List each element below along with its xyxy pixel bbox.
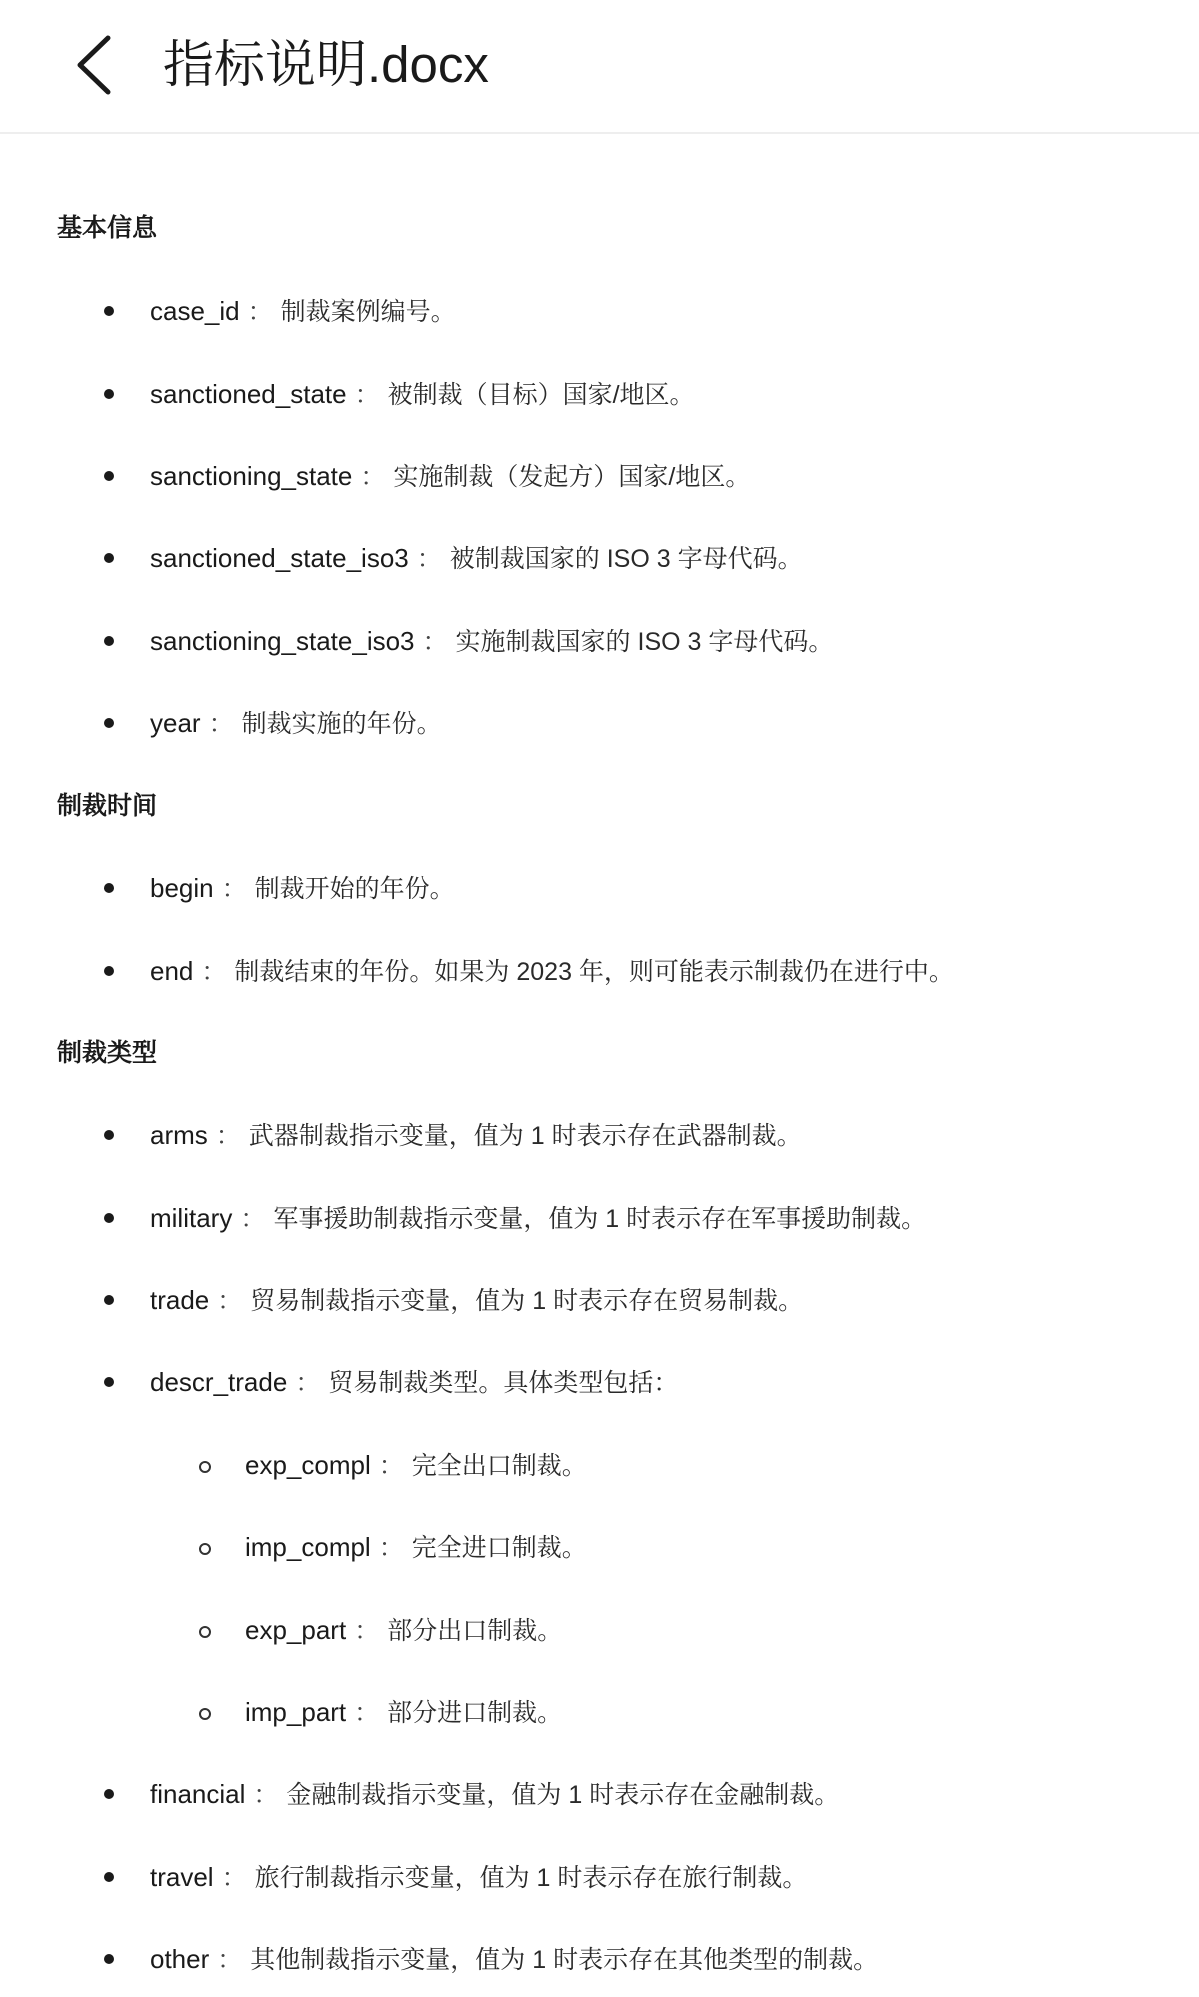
separator: ： xyxy=(295,1369,321,1397)
field-description: 其他制裁指示变量，值为 1 时表示存在其他类型的制裁。 xyxy=(250,1946,879,1974)
field-description: 实施制裁国家的 ISO 3 字母代码。 xyxy=(455,628,834,656)
field-description: 完全进口制裁。 xyxy=(411,1534,587,1562)
field-description: 军事援助制裁指示变量，值为 1 时表示存在军事援助制裁。 xyxy=(273,1205,927,1233)
separator: ： xyxy=(221,1864,247,1892)
circle-bullet-icon xyxy=(199,1626,211,1638)
separator: ： xyxy=(217,1946,243,1974)
field-description: 旅行制裁指示变量，值为 1 时表示存在旅行制裁。 xyxy=(254,1864,808,1892)
field-name: sanctioned_state_iso3 xyxy=(150,543,409,573)
bullet-icon xyxy=(104,718,114,728)
field-name: exp_compl xyxy=(245,1450,371,1480)
field-description: 制裁实施的年份。 xyxy=(241,710,442,738)
separator: ： xyxy=(378,1534,404,1562)
field-name: sanctioning_state xyxy=(150,461,353,491)
separator: ： xyxy=(240,1205,266,1233)
bullet-icon xyxy=(104,1377,114,1387)
field-name: case_id xyxy=(150,296,240,326)
field-name: financial xyxy=(150,1779,246,1809)
separator: ： xyxy=(354,381,380,409)
chevron-left-icon xyxy=(74,34,114,96)
bullet-icon xyxy=(104,1954,114,1964)
bullet-icon xyxy=(104,553,114,563)
field-name: imp_compl xyxy=(245,1532,371,1562)
field-description: 完全出口制裁。 xyxy=(411,1452,587,1480)
bullet-icon xyxy=(104,1213,114,1223)
field-name: imp_part xyxy=(245,1697,347,1727)
separator: ： xyxy=(422,628,448,656)
bullet-icon xyxy=(104,471,114,481)
field-name: descr_trade xyxy=(150,1367,288,1397)
section-heading-sanction-type: 制裁类型 xyxy=(57,1039,158,1067)
app-header xyxy=(0,0,1199,134)
bullet-icon xyxy=(104,1295,114,1305)
field-description: 制裁结束的年份。如果为 2023 年，则可能表示制裁仍在进行中。 xyxy=(234,958,954,986)
field-description: 部分出口制裁。 xyxy=(387,1617,563,1645)
separator: ： xyxy=(253,1781,279,1809)
field-description: 被制裁（目标）国家/地区。 xyxy=(387,381,695,409)
field-description: 制裁案例编号。 xyxy=(280,298,456,326)
field-description: 部分进口制裁。 xyxy=(387,1699,563,1727)
field-name: travel xyxy=(150,1862,214,1892)
separator: ： xyxy=(360,463,386,491)
field-description: 金融制裁指示变量，值为 1 时表示存在金融制裁。 xyxy=(286,1781,840,1809)
field-name: other xyxy=(150,1944,210,1974)
field-description: 实施制裁（发起方）国家/地区。 xyxy=(393,463,751,491)
bullet-icon xyxy=(104,1789,114,1799)
section-heading-sanction-time: 制裁时间 xyxy=(57,792,158,820)
separator: ： xyxy=(201,958,227,986)
document-title: 指标说明.docx xyxy=(163,36,489,93)
separator: ： xyxy=(247,298,273,326)
field-name: trade xyxy=(150,1285,210,1315)
field-description: 制裁开始的年份。 xyxy=(254,875,455,903)
document-body xyxy=(0,134,1199,1997)
separator: ： xyxy=(208,710,234,738)
circle-bullet-icon xyxy=(199,1708,211,1720)
field-name: end xyxy=(150,956,194,986)
separator: ： xyxy=(215,1122,241,1150)
bullet-icon xyxy=(104,883,114,893)
bullet-icon xyxy=(104,966,114,976)
field-name: arms xyxy=(150,1120,208,1150)
circle-bullet-icon xyxy=(199,1461,211,1473)
field-description: 贸易制裁类型。具体类型包括： xyxy=(328,1369,679,1397)
separator: ： xyxy=(416,545,442,573)
bullet-icon xyxy=(104,636,114,646)
bullet-icon xyxy=(104,1872,114,1882)
field-name: sanctioning_state_iso3 xyxy=(150,626,415,656)
section-heading-basic-info: 基本信息 xyxy=(57,214,158,242)
field-name: begin xyxy=(150,873,214,903)
separator: ： xyxy=(217,1287,243,1315)
field-name: exp_part xyxy=(245,1615,347,1645)
separator: ： xyxy=(354,1699,380,1727)
field-description: 武器制裁指示变量，值为 1 时表示存在武器制裁。 xyxy=(248,1122,802,1150)
separator: ： xyxy=(221,875,247,903)
separator: ： xyxy=(354,1617,380,1645)
field-description: 贸易制裁指示变量，值为 1 时表示存在贸易制裁。 xyxy=(250,1287,804,1315)
bullet-icon xyxy=(104,306,114,316)
field-name: year xyxy=(150,708,201,738)
circle-bullet-icon xyxy=(199,1543,211,1555)
field-name: sanctioned_state xyxy=(150,379,347,409)
bullet-icon xyxy=(104,389,114,399)
back-button[interactable] xyxy=(62,24,134,104)
separator: ： xyxy=(378,1452,404,1480)
field-name: military xyxy=(150,1203,233,1233)
bullet-icon xyxy=(104,1130,114,1140)
field-description: 被制裁国家的 ISO 3 字母代码。 xyxy=(449,545,803,573)
